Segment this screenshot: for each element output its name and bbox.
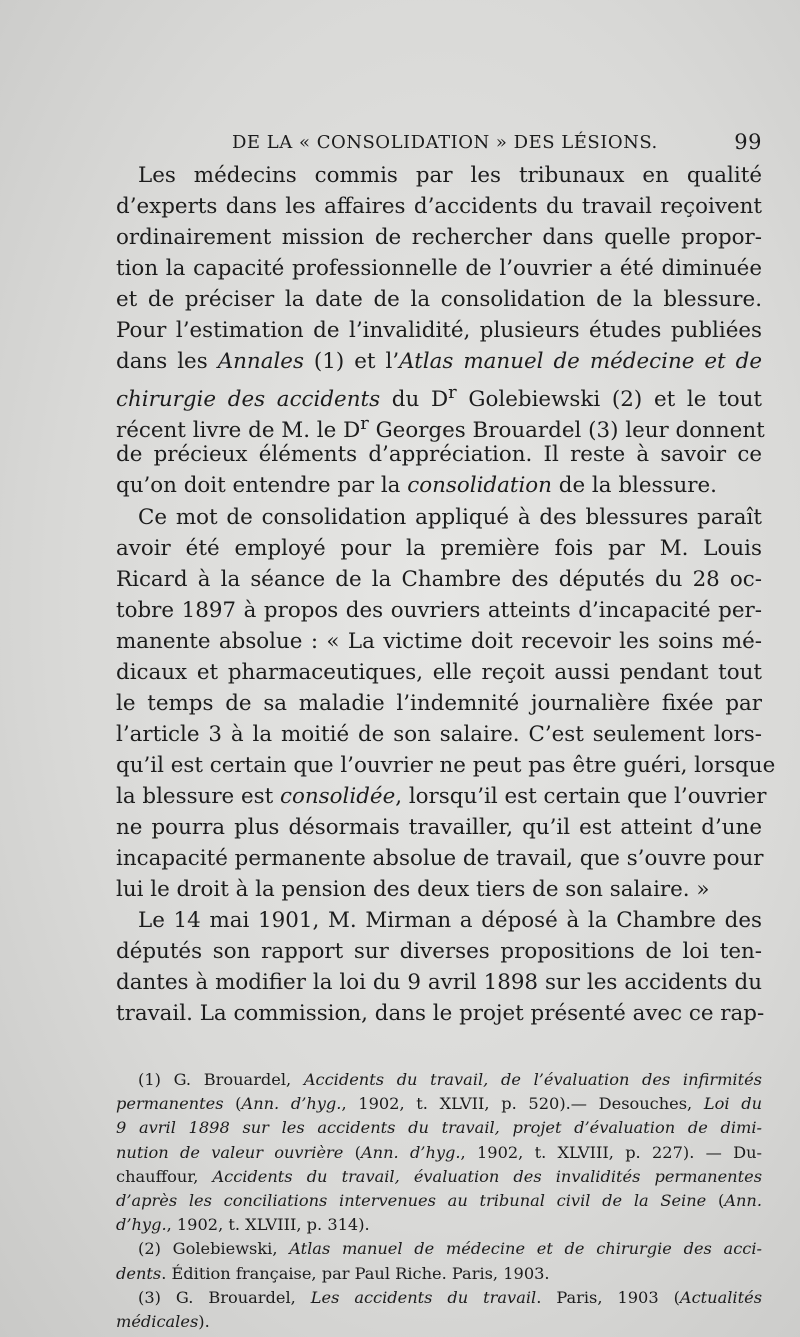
footnote-line: (3) G. Brouardel, Les accidents du travail. Paris, 1903 (Actualités bbox=[138, 1287, 763, 1307]
footnotes bbox=[116, 1068, 762, 1334]
text-line: incapacité permanente absolue de travail, que s’ouvre pour bbox=[116, 846, 764, 872]
footnote-line: permanentes (Ann. d’hyg., 1902, t. XLVII, p. 520).— Desouches, Loi du bbox=[116, 1094, 763, 1114]
text-line: tion la capacité professionnelle de l’ouvrier a été diminuée bbox=[116, 256, 762, 282]
footnote-line: chauffour, Accidents du travail, évaluation des invalidités permanentes bbox=[116, 1166, 762, 1186]
text-line: qu’on doit entendre par la consolidation de la blessure. bbox=[116, 473, 717, 499]
text-line: récent livre de M. le $D^r$ Georges Brouardel (3) leur donnent bbox=[116, 413, 765, 444]
footnote-line: d’hyg., 1902, t. XLVIII, p. 314). bbox=[116, 1215, 370, 1235]
footnote-line: 9 avril 1898 sur les accidents du travail, projet d’évaluation de dimi- bbox=[116, 1118, 762, 1138]
text-line: Le 14 mai 1901, M. Mirman a déposé à la Chambre des bbox=[138, 908, 762, 934]
page-header bbox=[232, 128, 762, 158]
text-line: d’experts dans les affaires d’accidents du travail reçoivent bbox=[116, 194, 762, 220]
text-line: Pour l’estimation de l’invalidité, plusieurs études publiées bbox=[116, 318, 762, 344]
body-text bbox=[116, 160, 776, 1029]
text-line: qu’il est certain que l’ouvrier ne peut pas être guéri, lorsque bbox=[116, 752, 776, 778]
text-line: de précieux éléments d’appréciation. Il reste à savoir ce bbox=[116, 442, 762, 468]
text-line: l’article 3 à la moitié de son salaire. C’est seulement lors- bbox=[116, 721, 762, 747]
text-line: avoir été employé pour la première fois par M. Louis bbox=[116, 535, 762, 561]
text-line: Ricard à la séance de la Chambre des députés du 28 oc- bbox=[116, 566, 762, 592]
footnote-line: médicales). bbox=[116, 1311, 210, 1331]
text-line: dicaux et pharmaceutiques, elle reçoit aussi pendant tout bbox=[116, 659, 762, 685]
text-line: Les médecins commis par les tribunaux en qualité bbox=[138, 163, 762, 188]
footnote-line: (1) G. Brouardel, Accidents du travail, de l’évaluation des infirmités bbox=[138, 1070, 762, 1089]
text-line: députés son rapport sur diverses propositions de loi ten- bbox=[116, 939, 762, 965]
footnote-line: d’après les conciliations intervenues au tribunal civil de la Seine (Ann. bbox=[116, 1190, 762, 1210]
text-line: travail. La commission, dans le projet présenté avec ce rap- bbox=[116, 1001, 765, 1027]
footnote-line: nution de valeur ouvrière (Ann. d’hyg., 1902, t. XLVIII, p. 227). — Du- bbox=[116, 1142, 762, 1162]
text-line: ne pourra plus désormais travailler, qu’il est atteint d’une bbox=[116, 814, 762, 840]
text-line: Ce mot de consolidation appliqué à des blessures paraît bbox=[138, 504, 762, 530]
text-line: et de préciser la date de la consolidation de la blessure. bbox=[116, 287, 762, 313]
footnote-line: dents. Édition française, par Paul Riche. Paris, 1903. bbox=[116, 1263, 550, 1283]
footnote-line: (2) Golebiewski, Atlas manuel de médecine et de chirurgie des acci- bbox=[138, 1239, 762, 1259]
running-title: DE LA « CONSOLIDATION » DES LÉSIONS. bbox=[232, 132, 658, 153]
text-line: lui le droit à la pension des deux tiers de son salaire. » bbox=[116, 877, 710, 903]
text-line: manente absolue : « La victime doit recevoir les soins mé- bbox=[116, 628, 762, 654]
text-line: ordinairement mission de rechercher dans quelle propor- bbox=[116, 225, 762, 251]
text-line: dantes à modifier la loi du 9 avril 1898 sur les accidents du bbox=[116, 970, 762, 996]
text-line: tobre 1897 à propos des ouvriers atteints d’incapacité per- bbox=[116, 597, 762, 623]
page-number: 99 bbox=[734, 130, 762, 154]
text-line: le temps de sa maladie l’indemnité journalière fixée par bbox=[116, 690, 762, 716]
text-line: chirurgie des accidents du $D^r$ Golebiewski (2) et le tout bbox=[116, 382, 763, 413]
text-line: la blessure est consolidée, lorsqu’il est certain que l’ouvrier bbox=[116, 783, 767, 809]
text-line: dans les Annales (1) et l’Atlas manuel de médecine et de bbox=[116, 349, 762, 375]
